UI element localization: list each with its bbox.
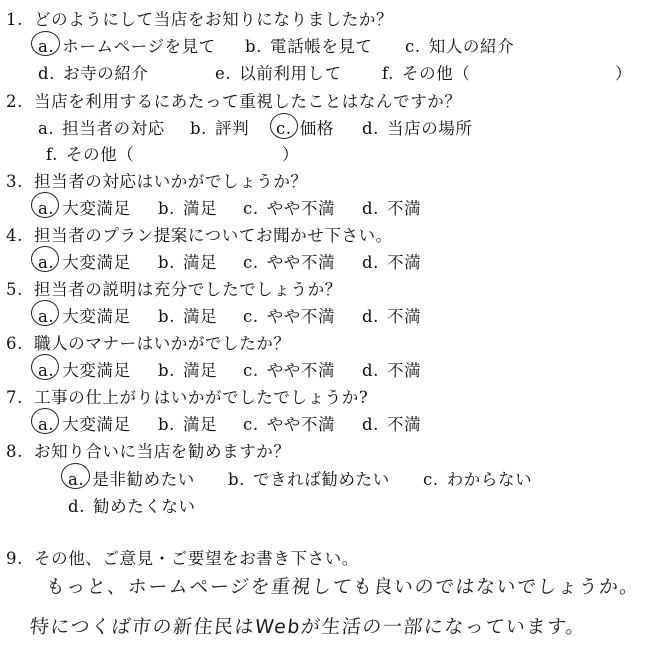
q6-option-a: a. 大変満足 bbox=[38, 361, 131, 380]
q1-option-d: d. お寺の紹介 bbox=[38, 64, 149, 83]
question-3: 3. 担当者の対応はいかがでしょうか？ bbox=[6, 172, 308, 191]
question-1: 1. どのようにして当店をお知りになりましたか？ bbox=[6, 10, 394, 29]
q4-option-b: b. 満足 bbox=[158, 253, 218, 272]
q5-option-c: c. やや不満 bbox=[243, 307, 336, 326]
q8-option-c: c. わからない bbox=[423, 470, 533, 489]
q2-option-a: a. 担当者の対応 bbox=[38, 119, 165, 138]
q3-option-c: c. やや不満 bbox=[243, 199, 336, 218]
q1-option-b: b. 電話帳を見て bbox=[245, 37, 373, 56]
handwritten-comment-line-1: もっと、ホームページを重視しても良いのではないでしょうか。 bbox=[44, 576, 642, 598]
q4-option-c: c. やや不満 bbox=[243, 253, 336, 272]
q2-option-d: d. 当店の場所 bbox=[362, 119, 473, 138]
q1-option-a: a. ホームページを見て bbox=[38, 37, 216, 56]
q4-option-d: d. 不満 bbox=[362, 253, 422, 272]
q5-option-d: d. 不満 bbox=[362, 307, 422, 326]
question-7: 7. 工事の仕上がりはいかがでしたでしょうか? bbox=[6, 388, 369, 407]
q3-option-b: b. 満足 bbox=[158, 199, 218, 218]
q8-option-b: b. できれば勧めたい bbox=[228, 470, 390, 489]
q6-option-d: d. 不満 bbox=[362, 361, 422, 380]
question-5: 5. 担当者の説明は充分でしたでしょうか？ bbox=[6, 280, 342, 299]
q7-option-b: b. 満足 bbox=[158, 415, 218, 434]
q7-option-c: c. やや不満 bbox=[243, 415, 336, 434]
q8-option-a: a. 是非勧めたい bbox=[68, 470, 195, 489]
handwritten-comment-line-2: 特につくば市の新住民はWebが生活の一部になっています。 bbox=[28, 616, 588, 638]
q2-option-c: c. 価格 bbox=[276, 119, 334, 138]
question-2: 2. 当店を利用するにあたって重視したことはなんですか？ bbox=[6, 92, 462, 111]
q6-option-b: b. 満足 bbox=[158, 361, 218, 380]
q1-option-e: e. 以前利用して bbox=[215, 64, 342, 83]
q8-option-d: d. 勧めたくない bbox=[68, 497, 196, 516]
q3-option-d: d. 不満 bbox=[362, 199, 422, 218]
question-6: 6. 職人のマナーはいかがでしたか？ bbox=[6, 334, 291, 353]
q7-option-d: d. 不満 bbox=[362, 415, 422, 434]
q3-option-a: a. 大変満足 bbox=[38, 199, 131, 218]
question-4: 4. 担当者のプラン提案についてお聞かせ下さい。 bbox=[6, 226, 393, 245]
q7-option-a: a. 大変満足 bbox=[38, 415, 131, 434]
q1-option-c: c. 知人の紹介 bbox=[405, 37, 515, 56]
q2-option-f-close: ） bbox=[282, 145, 300, 164]
q6-option-c: c. やや不満 bbox=[243, 361, 336, 380]
q4-option-a: a. 大変満足 bbox=[38, 253, 131, 272]
question-9: 9. その他、ご意見・ご要望をお書き下さい。 bbox=[6, 549, 359, 568]
q2-option-b: b. 評判 bbox=[190, 119, 250, 138]
q5-option-b: b. 満足 bbox=[158, 307, 218, 326]
q5-option-a: a. 大変満足 bbox=[38, 307, 131, 326]
q1-option-f-close: ） bbox=[615, 64, 633, 83]
question-8: 8. お知り合いに当店を勧めますか？ bbox=[6, 442, 291, 461]
q2-option-f: f. その他（ bbox=[46, 145, 135, 164]
q1-option-f: f. その他（ bbox=[382, 64, 471, 83]
